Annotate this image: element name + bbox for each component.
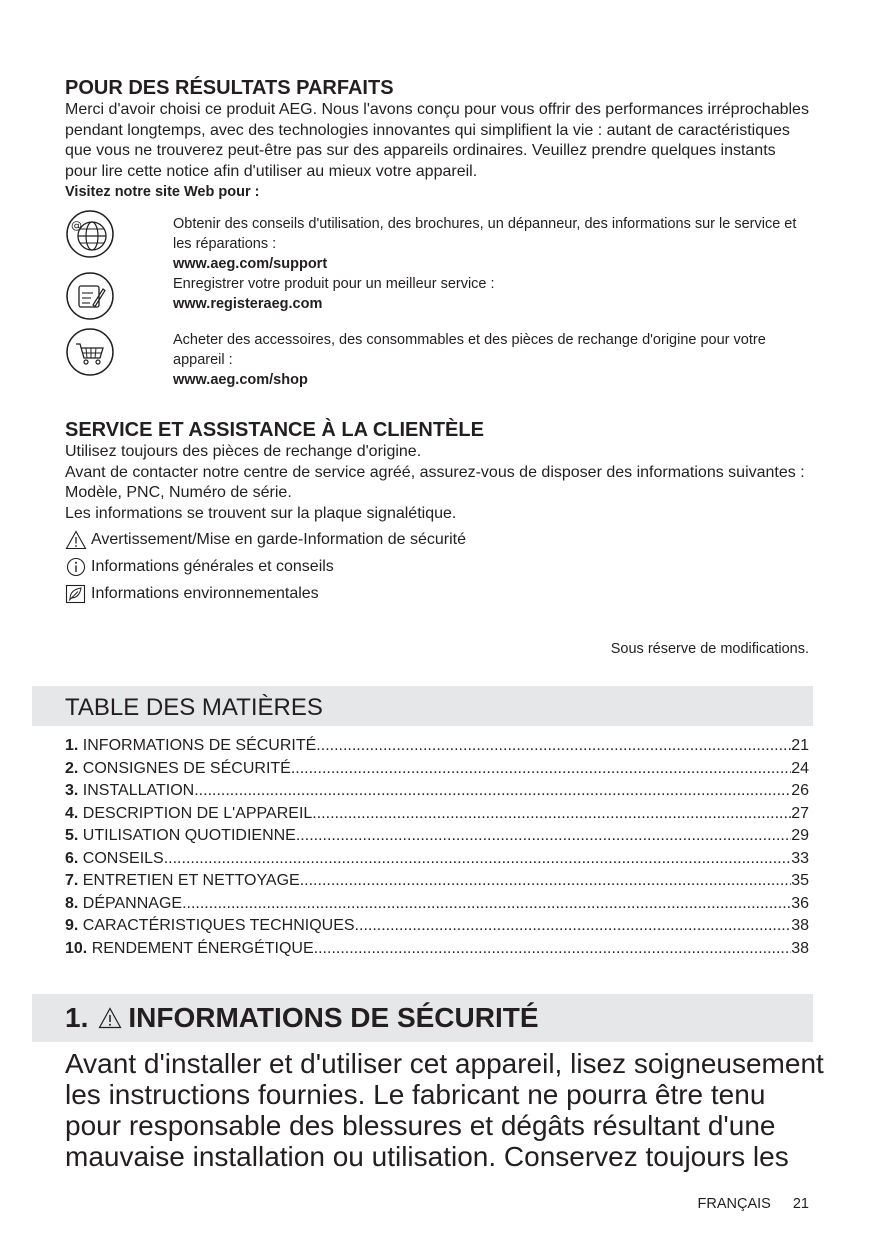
- toc-entry-page: 21: [791, 737, 809, 754]
- toc-entry[interactable]: [65, 848, 809, 871]
- globe-at-icon: [65, 209, 115, 259]
- warning-triangle-icon: [98, 1007, 122, 1029]
- web-item-text: Enregistrer votre produit pour un meilleur service :: [173, 276, 495, 292]
- toc-leader: [296, 825, 791, 848]
- toc-entry-label: CONSIGNES DE SÉCURITÉ: [82, 759, 291, 777]
- shop-link[interactable]: www.aeg.com/shop: [173, 372, 308, 388]
- shopping-cart-icon: [65, 327, 115, 377]
- web-item-text: Obtenir des conseils d'utilisation, des brochures, un dépanneur, des informations sur le service et les réparations :: [173, 216, 797, 252]
- toc-entry-page: 33: [791, 849, 809, 867]
- toc-entry-number: 1.: [65, 737, 79, 754]
- toc-entry[interactable]: [65, 735, 809, 758]
- legend-text: Informations générales et conseils: [91, 558, 334, 575]
- support-link[interactable]: www.aeg.com/support: [173, 256, 328, 272]
- footer-language: FRANÇAIS: [697, 1196, 771, 1212]
- service-section: [65, 418, 809, 657]
- legend-text: Avertissement/Mise en garde-Information de sécurité: [91, 531, 466, 548]
- page-footer: [698, 1196, 809, 1212]
- footer-page-number: 21: [792, 1196, 809, 1212]
- web-item-text: Acheter des accessoires, des consommables et des pièces de rechange d'origine pour votre appareil :: [173, 332, 766, 368]
- legend-warning: [65, 526, 809, 553]
- toc-leader: [300, 870, 791, 893]
- toc-entry[interactable]: [65, 803, 809, 826]
- toc-entry-page: 38: [791, 917, 809, 934]
- warning-triangle-icon: [65, 530, 87, 550]
- results-section: [65, 76, 809, 390]
- toc-entry-label: RENDEMENT ÉNERGÉTIQUE: [91, 939, 314, 957]
- service-title: SERVICE ET ASSISTANCE À LA CLIENTÈLE: [65, 419, 484, 441]
- toc-entry-label: INFORMATIONS DE SÉCURITÉ: [82, 737, 317, 754]
- toc-entry-number: 8.: [65, 894, 79, 912]
- toc-entry-page: 29: [791, 827, 809, 844]
- toc-entry-label: INSTALLATION: [82, 782, 195, 799]
- toc-entry-page: 35: [791, 872, 809, 889]
- toc-leader: [312, 803, 791, 826]
- service-line: Utilisez toujours des pièces de rechange d'origine.: [65, 443, 422, 460]
- toc-entry[interactable]: [65, 915, 809, 938]
- leaf-icon: [65, 584, 87, 604]
- visit-label: Visitez notre site Web pour :: [65, 184, 260, 200]
- section1-title: [65, 994, 539, 1042]
- toc-entry[interactable]: [65, 780, 809, 803]
- web-item-support: [65, 214, 809, 274]
- section1-number: 1.: [65, 1002, 89, 1033]
- register-notepad-icon: [65, 271, 115, 321]
- toc-entry[interactable]: [65, 938, 809, 961]
- register-link[interactable]: www.registeraeg.com: [173, 296, 323, 312]
- toc-entry-number: 9.: [65, 917, 79, 934]
- toc-leader: [355, 915, 792, 938]
- info-circle-icon: [65, 557, 87, 577]
- toc-entry[interactable]: [65, 893, 809, 916]
- section1-heading: INFORMATIONS DE SÉCURITÉ: [128, 1002, 539, 1033]
- toc-entry-number: 4.: [65, 804, 79, 822]
- toc-entry-number: 6.: [65, 849, 79, 867]
- toc-entry-label: CARACTÉRISTIQUES TECHNIQUES: [82, 917, 355, 934]
- reserve-note: Sous réserve de modifications.: [610, 641, 809, 657]
- results-intro: Merci d'avoir choisi ce produit AEG. Nous l'avons conçu pour vous offrir des performances irréprochables pendant longtemps, avec des technologies innovantes qui simplifient la vie : autant de caractéristiques que vous ne trouverez peut-être pas sur des appareils ordinaires. Veuillez prendre quelques instants pour lire cette notice afin d'utiliser au mieux votre appareil.: [65, 101, 809, 180]
- toc-entry-page: 38: [791, 939, 809, 957]
- toc-leader: [291, 758, 791, 781]
- svg-text:@: @: [71, 219, 82, 232]
- legend-info: [65, 553, 809, 580]
- toc-entry[interactable]: [65, 825, 809, 848]
- toc-entry[interactable]: [65, 758, 809, 781]
- toc-entry[interactable]: [65, 870, 809, 893]
- toc-entry-label: DÉPANNAGE: [82, 894, 183, 912]
- web-item-shop: [65, 330, 809, 390]
- toc-leader: [316, 735, 791, 758]
- legend-environment: [65, 580, 809, 607]
- toc-entry-number: 2.: [65, 759, 79, 777]
- service-line: Avant de contacter notre centre de service agréé, assurez-vous de disposer des informations suivantes : Modèle, PNC, Numéro de série.: [65, 463, 805, 501]
- service-line: Les informations se trouvent sur la plaque signalétique.: [65, 504, 457, 522]
- legend-text: Informations environnementales: [91, 585, 319, 602]
- toc-entry-label: DESCRIPTION DE L'APPAREIL: [82, 804, 313, 822]
- toc-entry-page: 36: [791, 894, 809, 912]
- toc-leader: [164, 848, 791, 871]
- toc-entry-page: 27: [791, 804, 809, 822]
- toc-entry-number: 5.: [65, 827, 79, 844]
- toc-entry-label: UTILISATION QUOTIDIENNE: [82, 827, 296, 844]
- toc-entry-label: ENTRETIEN ET NETTOYAGE: [82, 872, 300, 889]
- section1-body: Avant d'installer et d'utiliser cet appareil, lisez soigneusement les instructions fournies. Le fabricant ne pourra être tenu pour responsable des blessures et dégâts résultant d'une mauvaise installation ou utilisation. Conservez toujours les: [65, 1048, 824, 1172]
- toc-entry-number: 3.: [65, 782, 79, 799]
- toc-leader: [182, 893, 791, 916]
- toc-entry-page: 24: [791, 759, 809, 777]
- toc-leader: [194, 780, 791, 803]
- toc-entry-label: CONSEILS: [82, 849, 164, 867]
- toc-list: [65, 735, 809, 960]
- toc-entry-page: 26: [791, 782, 809, 799]
- toc-title: TABLE DES MATIÈRES: [65, 694, 323, 721]
- toc-entry-number: 7.: [65, 872, 79, 889]
- results-title: POUR DES RÉSULTATS PARFAITS: [65, 77, 394, 99]
- toc-leader: [314, 938, 792, 961]
- toc-entry-number: 10.: [65, 939, 88, 957]
- web-item-register: [65, 274, 809, 314]
